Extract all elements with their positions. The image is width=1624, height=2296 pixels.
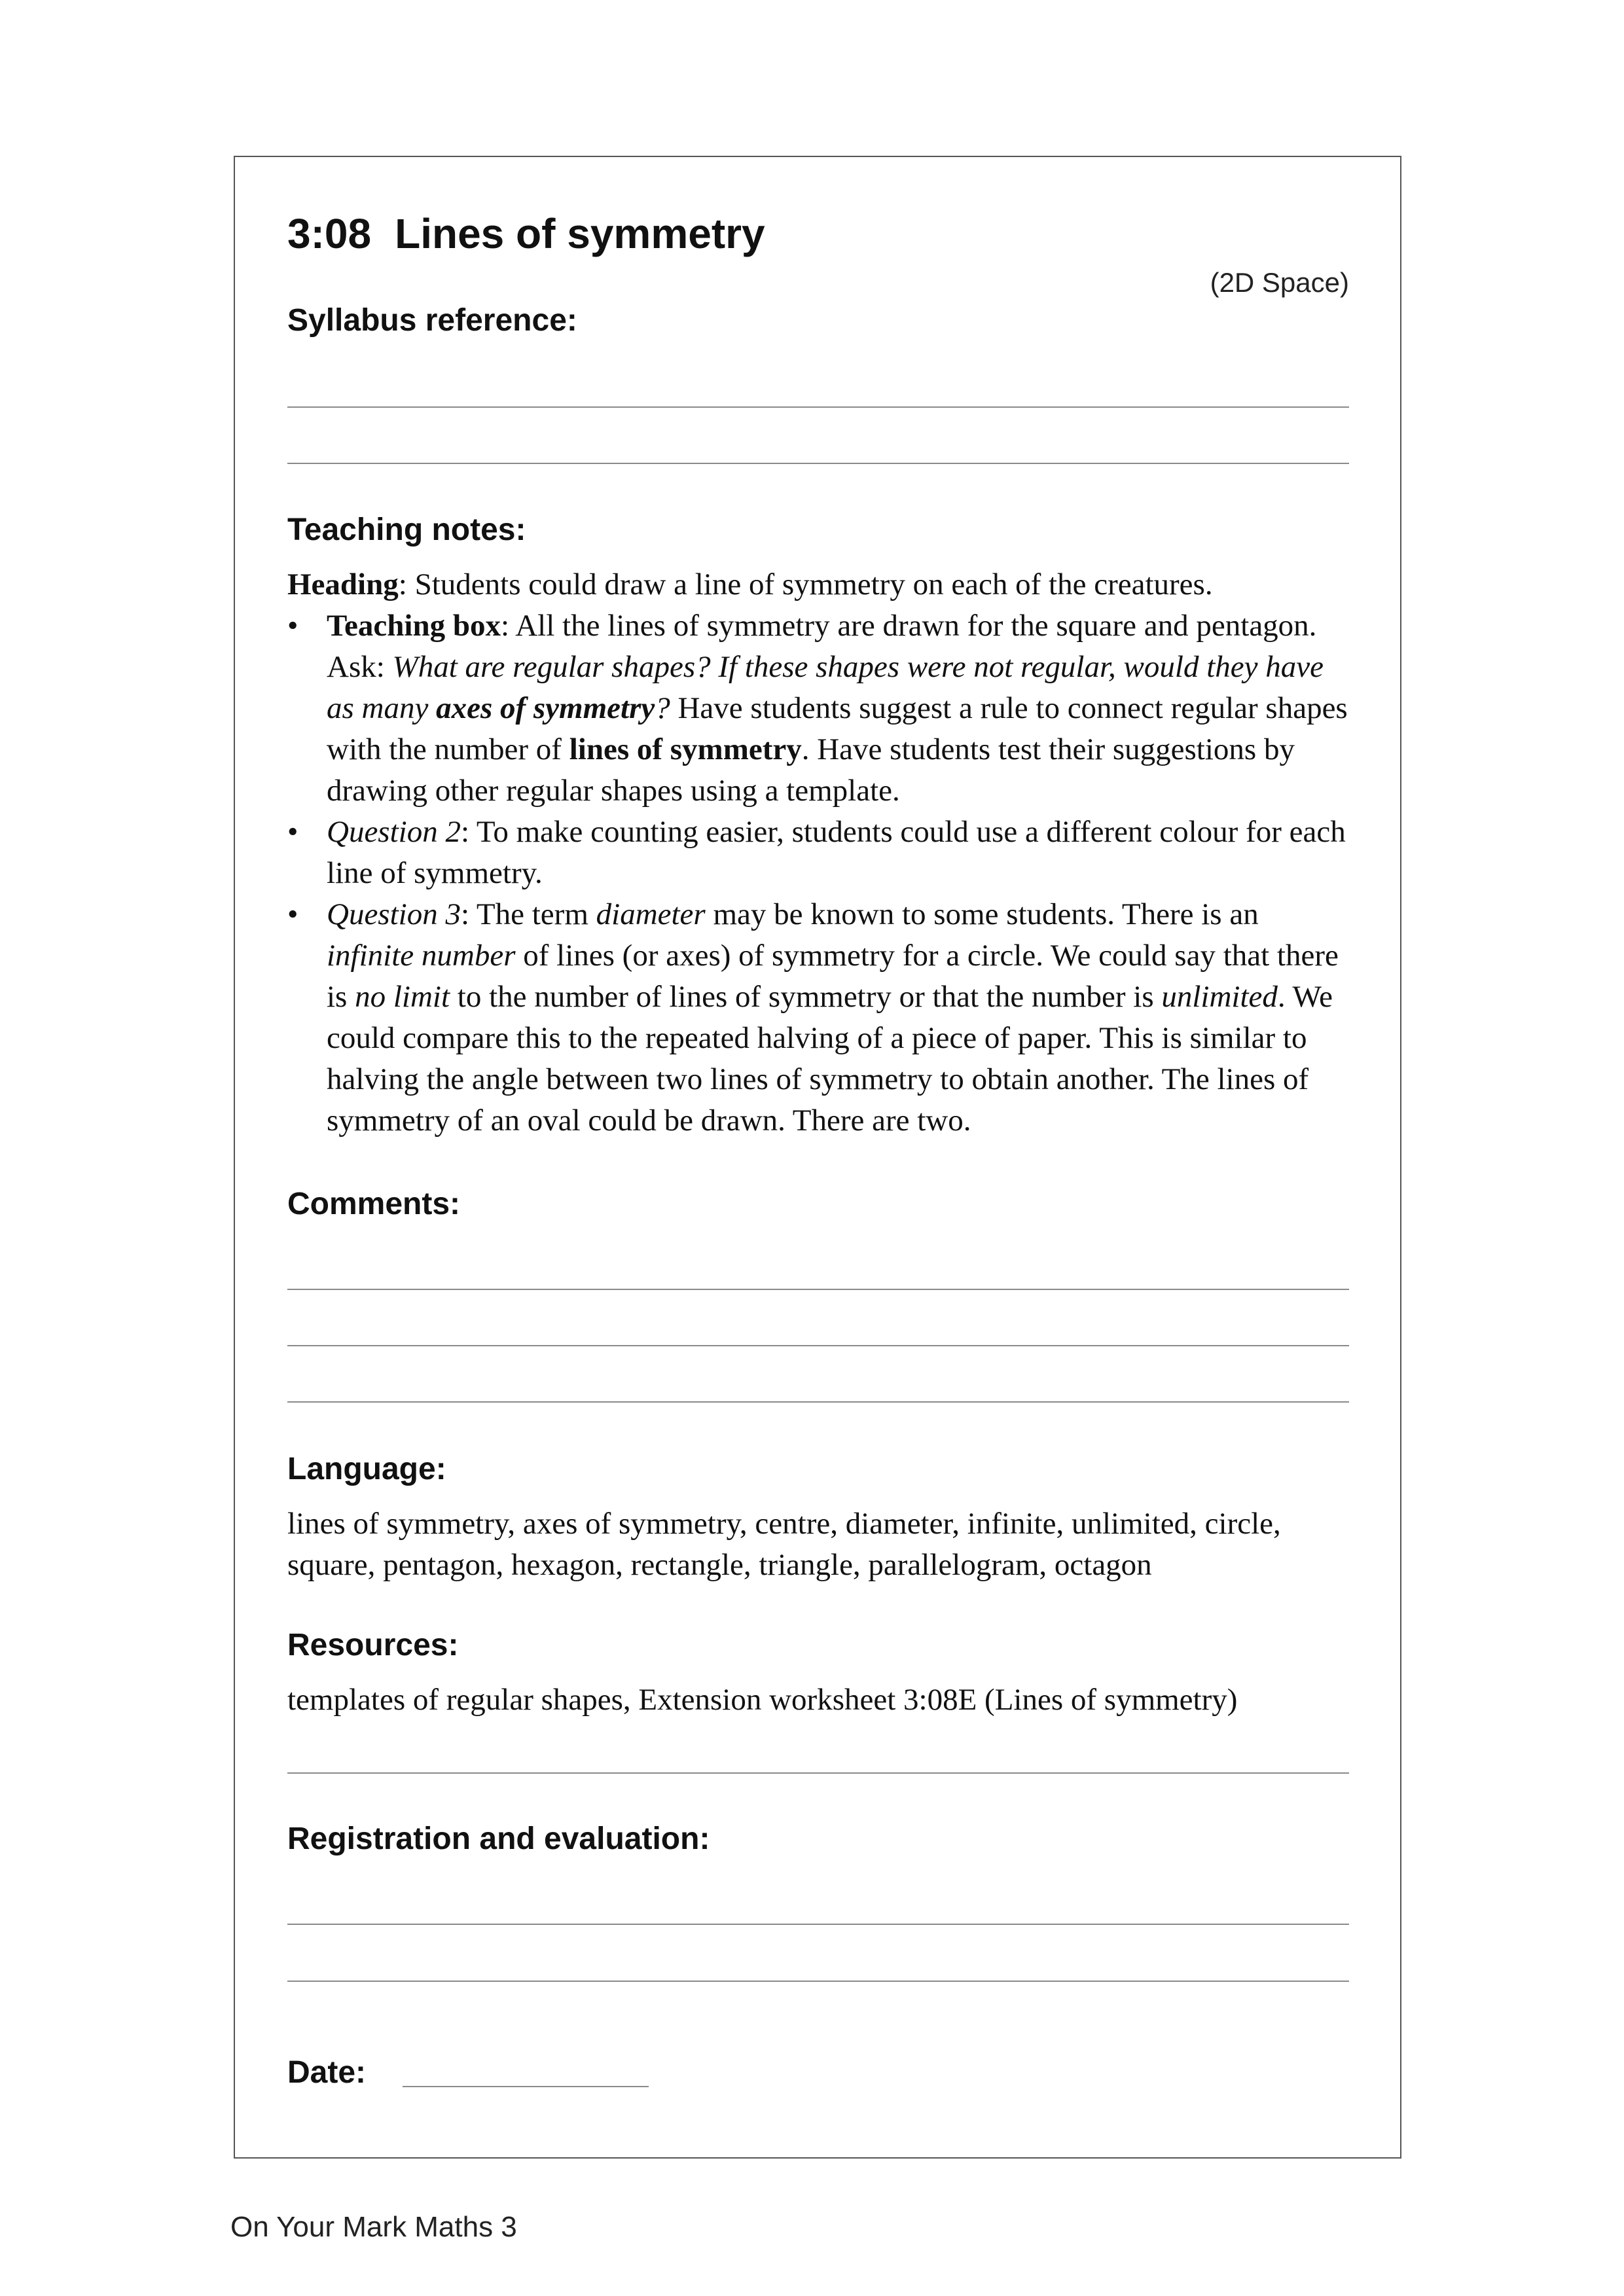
- registration-heading: Registration and evaluation:: [287, 1821, 710, 1856]
- lesson-title: Lines of symmetry: [395, 210, 765, 257]
- resources-heading: Resources:: [287, 1628, 459, 1662]
- comments-line-3[interactable]: [287, 1401, 1349, 1403]
- syllabus-line-1[interactable]: [287, 406, 1349, 408]
- heading-note-text: : Students could draw a line of symmetry on each of the creatures.: [398, 567, 1213, 601]
- topic-category: (2D Space): [1210, 267, 1349, 298]
- lesson-card: [234, 156, 1401, 2159]
- lesson-number: 3:08: [287, 210, 372, 257]
- language-text: lines of symmetry, axes of symmetry, centre, diameter, infinite, unlimited, circle, square, pentagon, hexagon, rectangle, triangle, parallelogram, octagon: [287, 1507, 1281, 1582]
- note-question-3: • Question 3: The term diameter may be known to some students. There is an infinite number of lines (or axes) of symmetry for a circle. We could say that there is no limit to the number of lines of symmetry or that the number is unlimited. We could compare this to the repeated halving of a piece of paper. This is similar to halving the angle between two lines of symmetry to obtain another. The lines of symmetry of an oval could be drawn. There are two.: [287, 894, 1349, 1141]
- syllabus-line-2[interactable]: [287, 463, 1349, 464]
- registration-line-2[interactable]: [287, 1981, 1349, 1982]
- heading-note: [287, 564, 1349, 605]
- book-footer: On Your Mark Maths 3: [230, 2211, 517, 2243]
- note-teaching-box: • Teaching box: All the lines of symmetry are drawn for the square and pentagon. Ask: What are regular shapes? If these shapes were not regular, would they have as many axes of symmetry? Have students suggest a rule to connect regular shapes with the number of lines of symmetry. Have students test their suggestions by drawing other regular shapes using a template.: [287, 605, 1349, 812]
- notes-list: [287, 605, 1349, 1141]
- note-question-2: • Question 2: To make counting easier, students could use a different colour for each line of symmetry.: [287, 812, 1349, 894]
- comments-line-1[interactable]: [287, 1289, 1349, 1290]
- teaching-notes-heading: Teaching notes:: [287, 512, 526, 547]
- card-content: [287, 157, 1349, 2157]
- page-title: [287, 209, 765, 258]
- date-field-line[interactable]: [403, 2086, 649, 2087]
- syllabus-heading: Syllabus reference:: [287, 303, 577, 338]
- resources-text: templates of regular shapes, Extension worksheet 3:08E (Lines of symmetry): [287, 1683, 1238, 1717]
- comments-line-2[interactable]: [287, 1345, 1349, 1346]
- teaching-notes-body: [287, 564, 1349, 1141]
- heading-note-label: Heading: [287, 567, 399, 601]
- date-label: Date:: [287, 2055, 367, 2090]
- resources-line[interactable]: [287, 1772, 1349, 1774]
- comments-heading: Comments:: [287, 1187, 461, 1221]
- registration-line-1[interactable]: [287, 1924, 1349, 1925]
- language-heading: Language:: [287, 1452, 446, 1486]
